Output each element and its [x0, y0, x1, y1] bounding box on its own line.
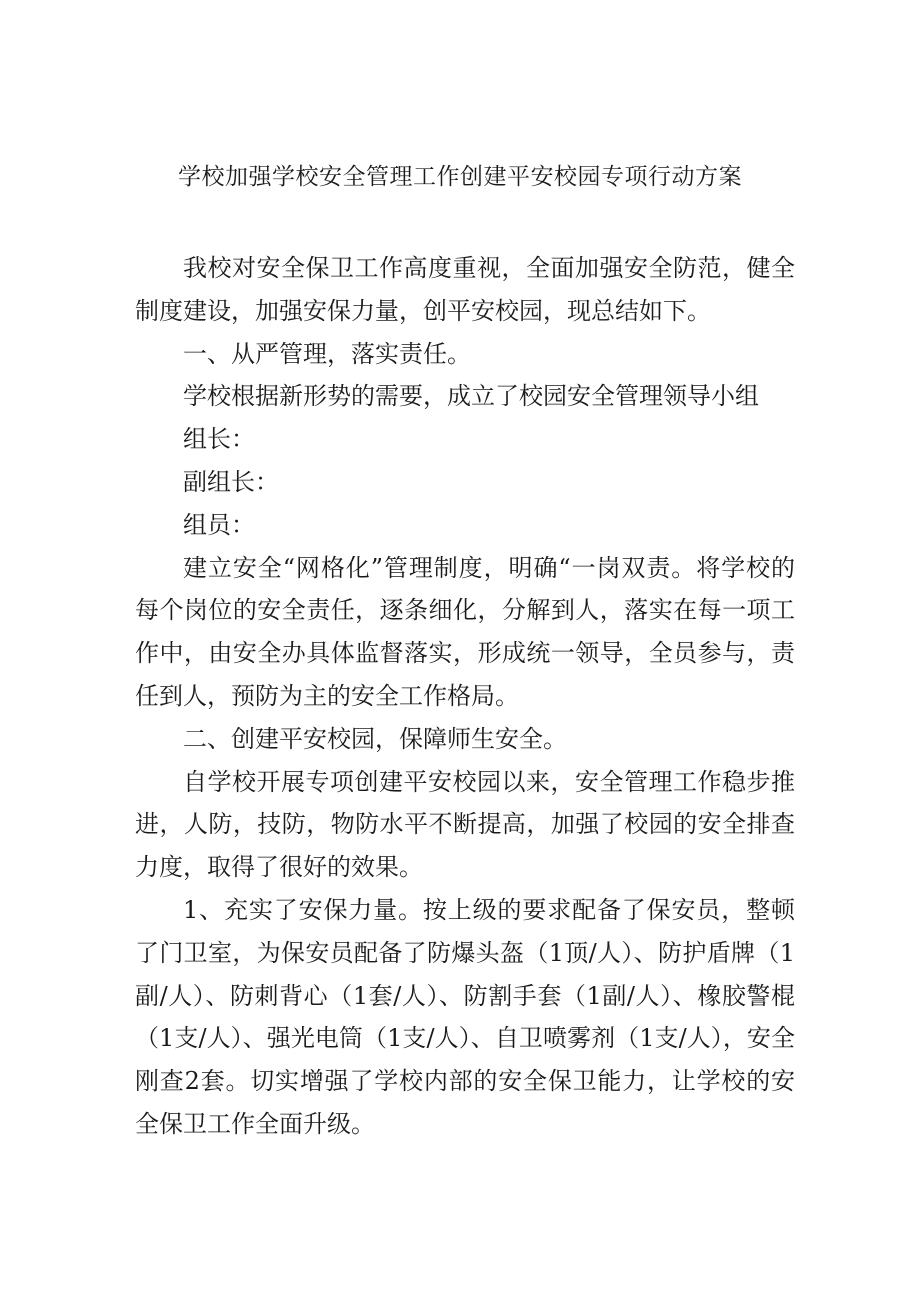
document-title: 学校加强学校安全管理工作创建平安校园专项行动方案	[178, 164, 742, 190]
field-group-leader: 组长：	[183, 425, 255, 454]
paragraph-leadership-group: 学校根据新形势的需要，成立了校园安全管理领导小组	[183, 382, 759, 411]
paragraph-grid-management: 建立安全“网格化”管理制度，明确“一岗双责。将学校的每个岗位的安全责任，逐条细化，分解到人，落实在每一项工作中，由安全办具体监督落实，形成统一领导，全员参与，责任到人，预防为主的安全工作格局。	[135, 553, 795, 710]
paragraph-security-staff: 1、充实了安保力量。按上级的要求配备了保安员，整顿了门卫室，为保安员配备了防爆头盔（1顶/人）、防护盾牌（1副/人）、防刺背心（1套/人）、防割手套（1副/人）、橡胶警棍（1支/人）、强光电筒（1支/人）、自卫喷雾剂（1支/人），安全刚查2套。切实增强了学校内部的安全保卫能力，让学校的安全保卫工作全面升级。	[135, 895, 795, 1138]
section-heading-1: 一、从严管理，落实责任。	[183, 339, 471, 368]
paragraph-intro: 我校对安全保卫工作高度重视，全面加强安全防范，健全制度建设，加强安保力量，创平安校园，现总结如下。	[135, 254, 795, 325]
section-heading-2: 二、创建平安校园，保障师生安全。	[183, 724, 567, 753]
field-deputy-leader: 副组长：	[183, 467, 279, 496]
paragraph-safe-campus: 自学校开展专项创建平安校园以来，安全管理工作稳步推进，人防，技防，物防水平不断提高，加强了校园的安全排查力度，取得了很好的效果。	[135, 767, 795, 882]
document-body	[135, 247, 795, 1146]
field-members: 组员：	[183, 510, 255, 539]
